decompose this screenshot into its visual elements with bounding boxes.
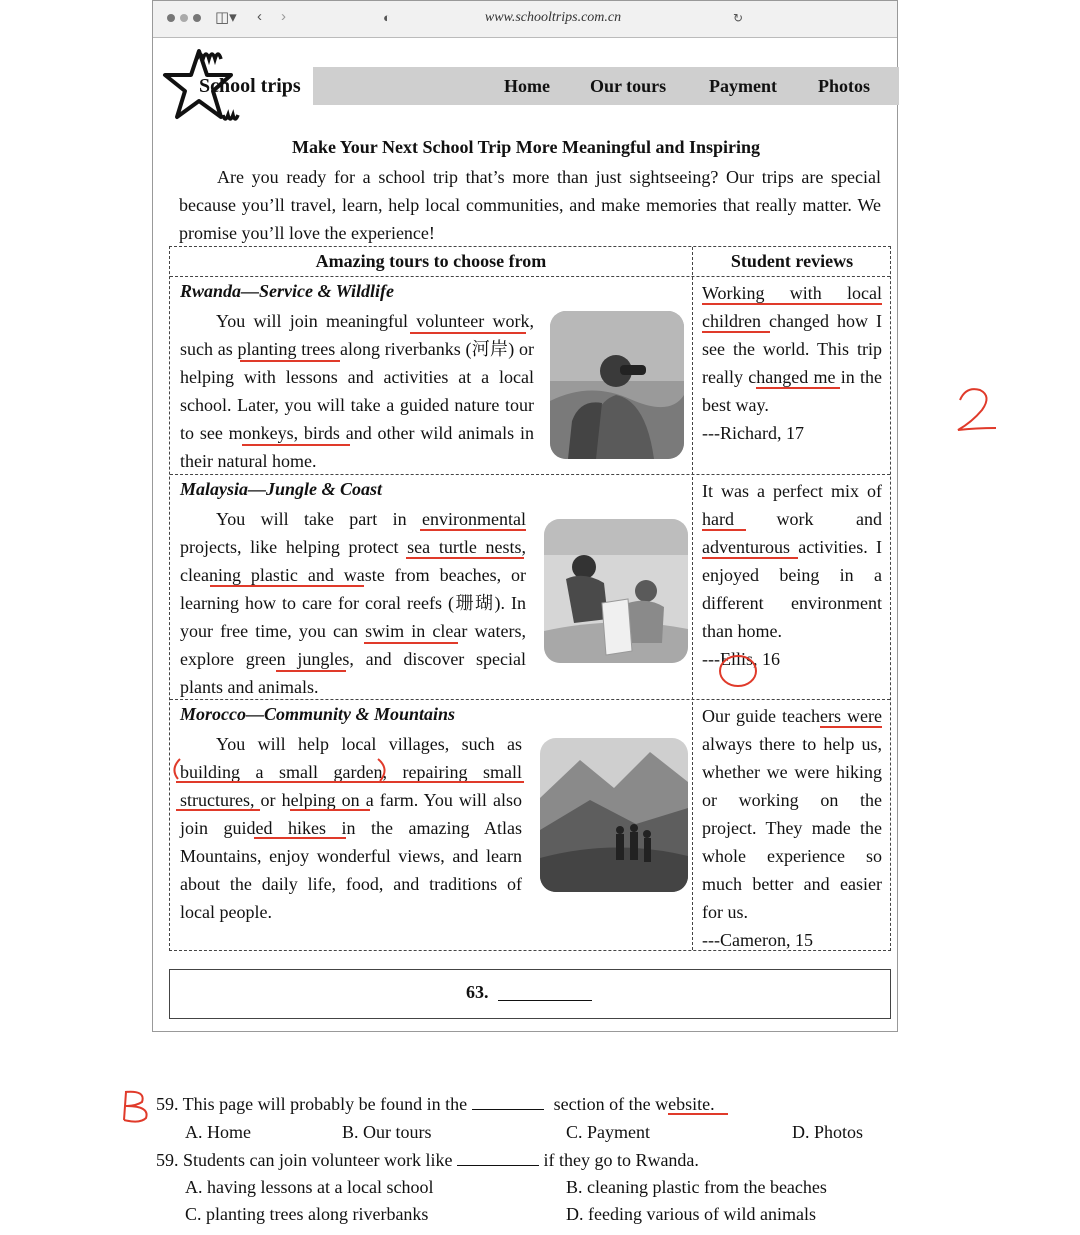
intro-text: Are you ready for a school trip that’s more than just sightseeing? Our trips are special because you’ll travel, learn, help local communities, and make memories that really matter. We promise you’ll love the experience! bbox=[179, 167, 881, 243]
photo-kids-beach bbox=[544, 519, 688, 663]
answer-label: 63. bbox=[466, 982, 489, 1002]
browser-toolbar bbox=[153, 1, 897, 38]
window-close-button[interactable] bbox=[167, 14, 175, 22]
nav-home[interactable]: Home bbox=[504, 76, 550, 96]
mountain-hikers-image bbox=[540, 738, 688, 892]
tour-text: You will take part in environmental projects, like helping protect sea turtle nests, cleaning plastic and waste from beaches, or learning how to care for coral reefs (珊瑚). In your free time, you can swim in clear waters, explore green jungles, and discover special plants and animals. bbox=[180, 509, 526, 697]
question-59b-stem bbox=[156, 1150, 699, 1171]
column-divider bbox=[692, 247, 693, 950]
review-richard bbox=[702, 279, 882, 447]
page-headline: Make Your Next School Trip More Meaningful and Inspiring bbox=[291, 137, 761, 157]
tour-title-morocco: Morocco—Community & Mountains bbox=[180, 704, 456, 724]
question-stem-part: 59. Students can join volunteer work like bbox=[156, 1150, 453, 1170]
handwritten-number-2 bbox=[952, 384, 1002, 441]
handwritten-b-icon bbox=[120, 1088, 154, 1124]
row-divider bbox=[170, 276, 890, 277]
intro-paragraph bbox=[179, 163, 881, 247]
logo-text: School trips bbox=[199, 75, 301, 97]
browser-window bbox=[152, 0, 898, 1032]
nav-payment[interactable]: Payment bbox=[709, 76, 777, 96]
answer-box-63 bbox=[169, 969, 891, 1019]
tour-text: You will help local villages, such as building a small garden, repairing small structures, or helping on a farm. You will also join guided hikes in the amazing Atlas Mountains, enjoy wonderful views, and learn about the daily life, food, and traditions of local people. bbox=[180, 734, 522, 922]
handwritten-answer-b bbox=[120, 1088, 154, 1129]
reload-icon[interactable]: ↻ bbox=[733, 11, 744, 25]
nav-our-tours[interactable]: Our tours bbox=[590, 76, 667, 96]
privacy-shield-icon: ◐ bbox=[383, 10, 391, 25]
tour-title-malaysia: Malaysia—Jungle & Coast bbox=[180, 479, 383, 499]
review-text: Working with local children changed how I see the world. This trip really changed me in the best way. bbox=[702, 283, 882, 415]
question-blank[interactable] bbox=[472, 1095, 544, 1110]
photo-boy-binoculars bbox=[550, 311, 684, 459]
forward-icon[interactable]: › bbox=[281, 8, 286, 25]
tour-body-rwanda bbox=[180, 307, 534, 475]
question-blank[interactable] bbox=[457, 1151, 539, 1166]
kids-beach-image bbox=[544, 519, 688, 663]
question-stem-part: if they go to Rwanda. bbox=[543, 1150, 699, 1170]
nav-photos[interactable]: Photos bbox=[818, 76, 871, 96]
header-tours: Amazing tours to choose from bbox=[315, 251, 547, 271]
question-stem-part: section of the website. bbox=[553, 1094, 715, 1114]
review-cameron bbox=[702, 702, 882, 954]
main-nav bbox=[313, 67, 899, 105]
option-59b-a[interactable]: A. having lessons at a local school bbox=[185, 1177, 434, 1197]
question-59a-stem bbox=[156, 1094, 715, 1115]
review-text: Our guide teachers were always there to help us, whether we were hiking or working on the project. They made the whole experience so much better and easier for us. bbox=[702, 706, 882, 922]
photo-mountain-hikers bbox=[540, 738, 688, 892]
reviewer-name: ---Ellis, 16 bbox=[702, 649, 780, 669]
boy-binoculars-image bbox=[550, 311, 684, 459]
tour-text: You will join meaningful volunteer work, such as planting trees along riverbanks (河岸) or helping with lessons and activities at a local school. Later, you will take a guided nature tour to see monkeys, birds and other wild animals in their natural home. bbox=[180, 311, 534, 471]
option-59a-d[interactable]: D. Photos bbox=[792, 1122, 864, 1142]
reviewer-name: ---Richard, 17 bbox=[702, 423, 804, 443]
back-icon[interactable]: ‹ bbox=[257, 8, 262, 25]
handwritten-2-icon bbox=[952, 384, 1002, 436]
option-59a-b[interactable]: B. Our tours bbox=[342, 1122, 432, 1142]
review-text: It was a perfect mix of hard work and adventurous activities. I enjoyed being in a different environment than home. bbox=[702, 481, 882, 641]
window-zoom-button[interactable] bbox=[193, 14, 201, 22]
window-minimize-button[interactable] bbox=[180, 14, 188, 22]
review-ellis bbox=[702, 477, 882, 673]
option-59b-b[interactable]: B. cleaning plastic from the beaches bbox=[566, 1177, 827, 1197]
answer-blank[interactable] bbox=[498, 1000, 592, 1001]
sidebar-icon[interactable]: ◫▾ bbox=[215, 9, 237, 26]
option-59b-c[interactable]: C. planting trees along riverbanks bbox=[185, 1204, 429, 1224]
address-bar[interactable]: www.schooltrips.com.cn bbox=[484, 10, 622, 25]
tour-body-morocco bbox=[180, 730, 522, 926]
header-reviews: Student reviews bbox=[730, 251, 854, 271]
option-59a-c[interactable]: C. Payment bbox=[566, 1122, 650, 1142]
reviewer-name: ---Cameron, 15 bbox=[702, 930, 813, 950]
tour-title-rwanda: Rwanda—Service & Wildlife bbox=[180, 281, 394, 301]
option-59b-d[interactable]: D. feeding various of wild animals bbox=[566, 1204, 816, 1224]
site-logo[interactable] bbox=[161, 45, 311, 131]
tours-table bbox=[169, 246, 891, 951]
option-59a-a[interactable]: A. Home bbox=[185, 1122, 251, 1142]
question-stem-part: 59. This page will probably be found in the bbox=[156, 1094, 468, 1114]
tour-body-malaysia bbox=[180, 505, 526, 701]
